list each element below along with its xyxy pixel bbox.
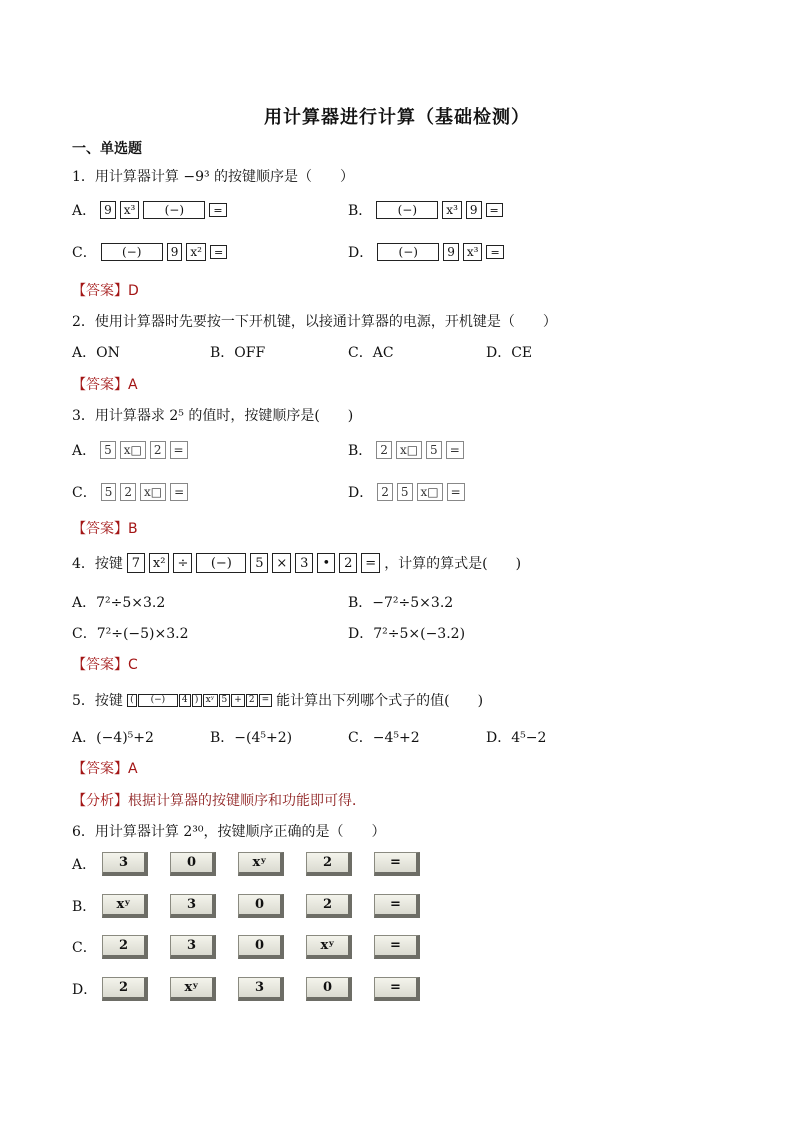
key: 2	[306, 852, 352, 876]
key: (−)	[196, 553, 246, 573]
key: 3	[170, 935, 216, 959]
key: x²	[149, 553, 170, 573]
q2-option-a: A．ON	[72, 345, 120, 361]
key: 2	[150, 441, 166, 459]
option-letter: B．	[72, 899, 97, 915]
q6-option-b	[72, 894, 438, 918]
key: )	[192, 694, 202, 707]
key: 5	[219, 694, 231, 707]
key: 4	[179, 694, 191, 707]
q2-answer: 【答案】A	[72, 377, 138, 393]
key: 2	[306, 894, 352, 918]
key: 3	[170, 894, 216, 918]
q2-option-b: B．OFF	[210, 345, 266, 361]
key: ×	[272, 553, 291, 573]
q5-option-d: D．4⁵−2	[486, 730, 547, 746]
key: ÷	[173, 553, 192, 573]
key: xʸ	[203, 694, 218, 707]
option-letter: A．	[72, 857, 97, 873]
q3-answer: 【答案】B	[72, 521, 138, 537]
key: 9	[443, 243, 459, 261]
question-4-stem	[72, 553, 521, 573]
q6-option-c	[72, 935, 438, 959]
key: (−)	[377, 243, 439, 261]
key: 2	[376, 441, 392, 459]
key: 7	[127, 553, 145, 573]
question-1-stem: 1．用计算器计算 −9³ 的按键顺序是（ ）	[72, 169, 355, 185]
key: 0	[306, 977, 352, 1001]
q6-option-d	[72, 977, 438, 1001]
option-letter: D．	[348, 245, 374, 261]
q4-option-d: D．7²÷5×(−3.2)	[348, 626, 466, 642]
key: =	[486, 203, 503, 217]
key-sequence	[127, 694, 272, 707]
q5-option-c: C．−4⁵+2	[348, 730, 420, 746]
q6-option-a	[72, 852, 438, 876]
key: 2	[339, 553, 357, 573]
key: 2	[120, 483, 136, 501]
key: •	[317, 553, 335, 573]
question-6-stem: 6．用计算器计算 2³⁰，按键顺序正确的是（ ）	[72, 824, 386, 840]
key: =	[259, 694, 273, 707]
key: x³	[463, 243, 483, 261]
page-title: 用计算器进行计算（基础检测）	[264, 107, 530, 128]
question-3-stem: 3．用计算器求 2⁵ 的值时，按键顺序是( )	[72, 408, 354, 424]
option-letter: B．	[348, 203, 373, 219]
q2-option-c: C．AC	[348, 345, 394, 361]
key: x□	[396, 441, 422, 459]
option-letter: A．	[72, 443, 97, 459]
key: x□	[417, 483, 443, 501]
key: 0	[238, 935, 284, 959]
q4-option-a: A．7²÷5×3.2	[72, 595, 166, 611]
option-letter: B．	[348, 443, 373, 459]
key: 3	[102, 852, 148, 876]
key: 9	[100, 201, 116, 219]
key: (−)	[101, 243, 163, 261]
stem-suffix: ，计算的算式是( )	[384, 556, 522, 572]
option-letter: C．	[72, 940, 97, 956]
stem-prefix: 5．按键	[72, 693, 123, 709]
key: x³	[442, 201, 462, 219]
key: 2	[377, 483, 393, 501]
q1-option-d	[348, 242, 504, 262]
key: =	[446, 441, 464, 459]
key: x□	[120, 441, 146, 459]
analysis-text: 根据计算器的按键顺序和功能即可得．	[128, 793, 366, 809]
key: 0	[238, 894, 284, 918]
key: =	[374, 977, 420, 1001]
key: xʸ	[306, 935, 352, 959]
key: (−)	[376, 201, 438, 219]
q4-answer: 【答案】C	[72, 657, 138, 673]
key: 9	[466, 201, 482, 219]
key: (−)	[138, 694, 178, 707]
key: =	[374, 852, 420, 876]
q5-answer: 【答案】A	[72, 761, 138, 777]
key: 2	[102, 935, 148, 959]
q2-option-d: D．CE	[486, 345, 533, 361]
key: 5	[250, 553, 268, 573]
question-5-stem	[72, 690, 483, 710]
option-letter: C．	[72, 245, 97, 261]
q1-option-c	[72, 242, 227, 262]
section-heading: 一、单选题	[72, 141, 142, 157]
key: =	[374, 894, 420, 918]
key: xʸ	[102, 894, 148, 918]
key: (	[127, 694, 137, 707]
key: =	[486, 245, 503, 259]
key: =	[374, 935, 420, 959]
key: =	[209, 203, 226, 217]
key: =	[170, 441, 188, 459]
q5-analysis	[72, 790, 366, 810]
q4-option-b: B．−7²÷5×3.2	[348, 595, 454, 611]
key: 5	[426, 441, 442, 459]
key: 2	[246, 694, 258, 707]
key: x□	[140, 483, 166, 501]
q3-option-c	[72, 482, 188, 502]
q3-option-d	[348, 482, 465, 502]
key: 0	[170, 852, 216, 876]
key: xʸ	[238, 852, 284, 876]
key: 3	[295, 553, 313, 573]
q3-option-b	[348, 440, 464, 460]
q1-option-a	[72, 200, 227, 220]
key: 9	[167, 243, 183, 261]
key: =	[447, 483, 465, 501]
key: =	[210, 245, 227, 259]
key: x³	[120, 201, 140, 219]
key: 5	[100, 441, 116, 459]
key: 3	[238, 977, 284, 1001]
option-letter: C．	[72, 485, 97, 501]
key: =	[170, 483, 188, 501]
option-letter: D．	[72, 982, 98, 998]
option-letter: D．	[348, 485, 374, 501]
q1-answer: 【答案】D	[72, 283, 139, 299]
key: x²	[186, 243, 206, 261]
q1-option-b	[348, 200, 503, 220]
key: =	[361, 553, 380, 573]
stem-suffix: 能计算出下列哪个式子的值( )	[276, 693, 484, 709]
analysis-label: 【分析】	[72, 793, 128, 809]
option-letter: A．	[72, 203, 97, 219]
key: 2	[102, 977, 148, 1001]
stem-prefix: 4．按键	[72, 556, 123, 572]
question-2-stem: 2．使用计算器时先要按一下开机键，以接通计算器的电源，开机键是（ ）	[72, 314, 557, 330]
key: +	[231, 694, 245, 707]
key: 5	[101, 483, 117, 501]
q4-option-c: C．7²÷(−5)×3.2	[72, 626, 189, 642]
q5-option-b: B．−(4⁵+2)	[210, 730, 293, 746]
key: xʸ	[170, 977, 216, 1001]
q5-option-a: A．(−4)⁵+2	[72, 730, 154, 746]
key: (−)	[143, 201, 205, 219]
q3-option-a	[72, 440, 188, 460]
key: 5	[397, 483, 413, 501]
